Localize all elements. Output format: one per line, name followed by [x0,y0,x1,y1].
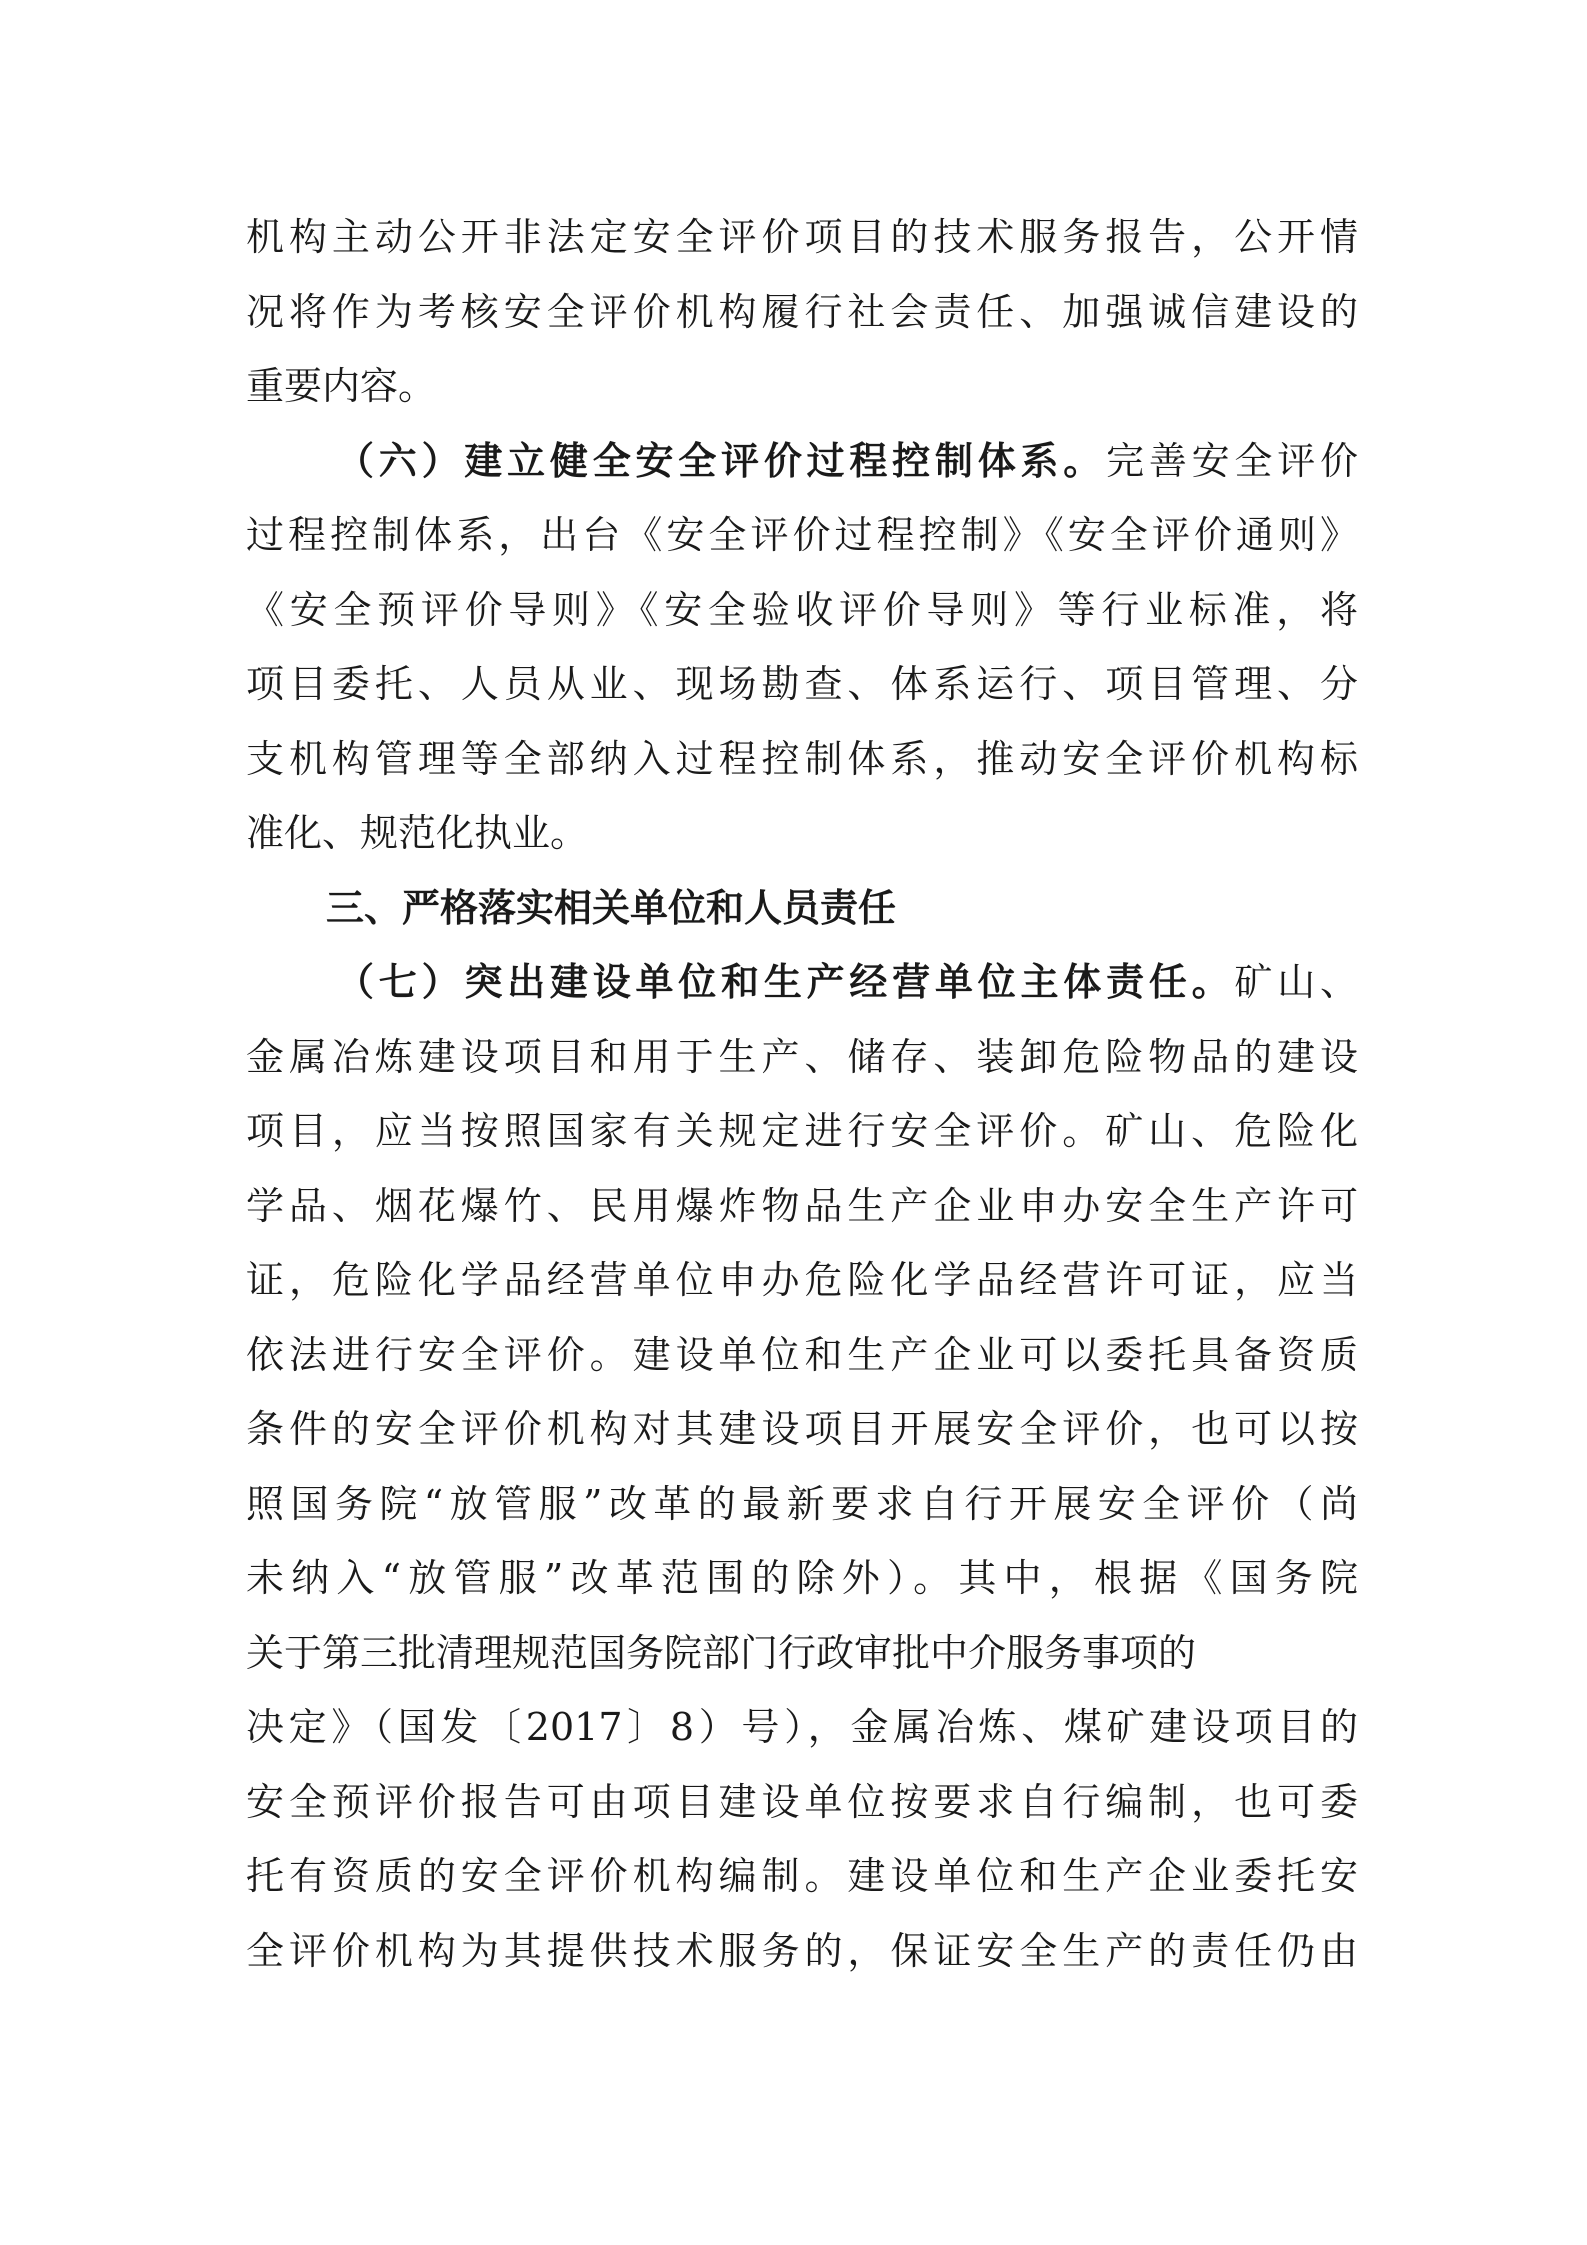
paragraph-line: 项目，应当按照国家有关规定进行安全评价。矿山、危险化 [246,1109,1358,1153]
section-heading: 三、严格落实相关单位和人员责任 [326,885,897,930]
paragraph-line: 关于第三批清理规范国务院部门行政审批中介服务事项的 [246,1630,1197,1675]
paragraph-line: 况将作为考核安全评价机构履行社会责任、加强诚信建设的 [246,289,1358,334]
paragraph-line: 准化、规范化执业。 [246,811,589,855]
paragraph-line: 项目委托、人员从业、现场勘查、体系运行、项目管理、分 [246,662,1358,706]
paragraph-line: 支机构管理等全部纳入过程控制体系，推动安全评价机构标 [246,736,1358,781]
paragraph-line: 机构主动公开非法定安全评价项目的技术服务报告，公开情 [246,215,1358,259]
paragraph-line: 照国务院“放管服”改革的最新要求自行开展安全评价（尚 [246,1481,1358,1526]
paragraph-line: 条件的安全评价机构对其建设项目开展安全评价，也可以按 [246,1407,1358,1451]
paragraph-line: 全评价机构为其提供技术服务的，保证安全生产的责任仍由 [246,1928,1358,1973]
paragraph-line: 学品、烟花爆竹、民用爆炸物品生产企业申办安全生产许可 [246,1183,1358,1228]
paragraph-line: 《安全预评价导则》《安全验收评价导则》等行业标准，将 [246,587,1358,632]
item-6-lead: （六）建立健全安全评价过程控制体系。 [336,437,1107,483]
paragraph-line: 证，危险化学品经营单位申办危险化学品经营许可证，应当 [246,1258,1358,1302]
item-7-lead-rest: 矿山、 [1234,960,1358,1004]
item-6-first-line [246,424,1358,499]
paragraph-line: 过程控制体系，出台《安全评价过程控制》《安全评价通则》 [246,513,1358,557]
paragraph-line: 金属冶炼建设项目和用于生产、储存、装卸危险物品的建设 [246,1034,1358,1079]
paragraph-line: 依法进行安全评价。建设单位和生产企业可以委托具备资质 [246,1332,1358,1377]
item-6-lead-rest: 完善安全评价 [1106,438,1358,483]
paragraph-line: 未纳入“放管服”改革范围的除外）。其中，根据《国务院 [246,1556,1358,1600]
paragraph-line: 托有资质的安全评价机构编制。建设单位和生产企业委托安 [246,1854,1358,1898]
document-body [246,200,1358,1988]
item-7-first-line [246,945,1358,1020]
paragraph-line: 重要内容。 [246,364,437,408]
item-7-lead: （七）突出建设单位和生产经营单位主体责任。 [336,959,1235,1004]
paragraph-line: 决定》（国发〔2017〕8）号），金属冶炼、煤矿建设项目的 [246,1705,1358,1749]
paragraph-line: 安全预评价报告可由项目建设单位按要求自行编制，也可委 [246,1779,1358,1824]
